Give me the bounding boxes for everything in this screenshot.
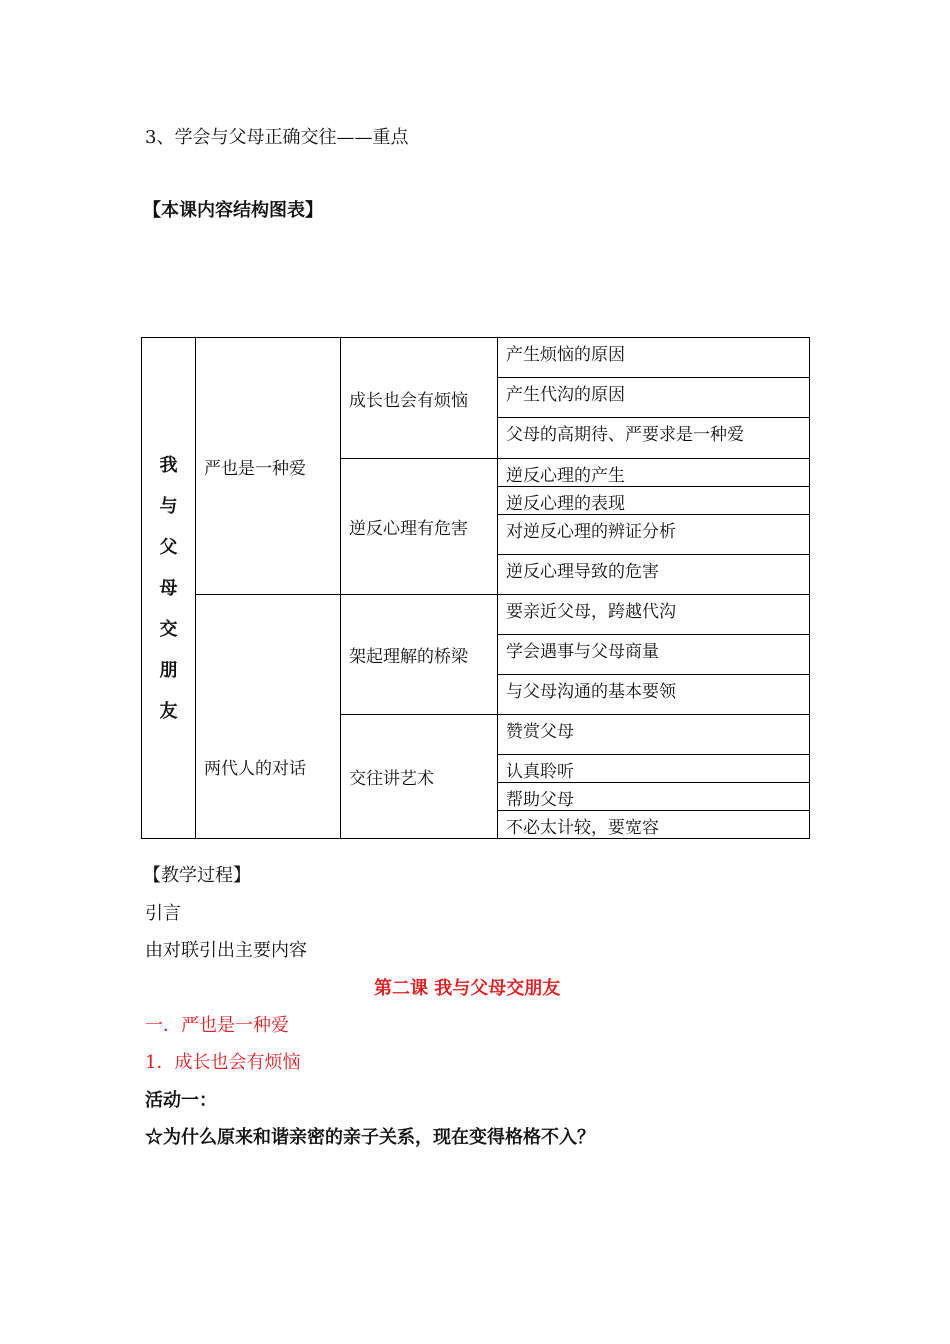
activity-label: 活动一： — [145, 1090, 217, 1111]
intro-label: 引言 — [145, 903, 181, 924]
subsection-cell: 逆反心理有危害 — [341, 459, 498, 595]
root-char: 友 — [159, 700, 178, 722]
key-point-item: 3、学会与父母正确交往——重点 — [145, 127, 409, 148]
leaf-item: 与父母沟通的基本要领 — [498, 675, 810, 715]
leaf-item: 要亲近父母，跨越代沟 — [498, 595, 810, 635]
root-topic-cell — [142, 338, 196, 839]
leaf-item: 赞赏父母 — [498, 715, 810, 755]
leaf-item: 父母的高期待、严要求是一种爱 — [498, 418, 810, 459]
leaf-item: 产生代沟的原因 — [498, 378, 810, 418]
root-char: 我 — [159, 454, 178, 476]
subsection-cell: 架起理解的桥梁 — [341, 595, 498, 715]
leaf-item: 不必太计较，要宽容 — [498, 811, 810, 839]
root-char: 与 — [159, 495, 178, 517]
leaf-item: 帮助父母 — [498, 783, 810, 811]
root-char: 母 — [159, 577, 178, 599]
leaf-item: 认真聆听 — [498, 755, 810, 783]
leaf-item: 逆反心理导致的危害 — [498, 555, 810, 595]
subsection-one-heading: 1．成长也会有烦恼 — [145, 1052, 301, 1073]
section-cell: 两代人的对话 — [196, 595, 341, 839]
root-char: 父 — [159, 536, 178, 558]
leaf-item: 学会遇事与父母商量 — [498, 635, 810, 675]
process-heading: 【教学过程】 — [143, 865, 251, 886]
section-cell: 严也是一种爱 — [196, 338, 341, 595]
root-char: 交 — [159, 618, 178, 640]
leaf-item: 逆反心理的表现 — [498, 487, 810, 515]
activity-question: ☆为什么原来和谐亲密的亲子关系，现在变得格格不入？ — [145, 1127, 595, 1148]
leaf-item: 对逆反心理的辨证分析 — [498, 515, 810, 555]
leaf-item: 产生烦恼的原因 — [498, 338, 810, 378]
intro-text: 由对联引出主要内容 — [145, 940, 307, 961]
subsection-cell: 成长也会有烦恼 — [341, 338, 498, 459]
leaf-item: 逆反心理的产生 — [498, 459, 810, 487]
subsection-cell: 交往讲艺术 — [341, 715, 498, 839]
section-one-heading: 一．严也是一种爱 — [145, 1015, 289, 1036]
lesson-title: 第二课 我与父母交朋友 — [374, 978, 561, 999]
root-char: 朋 — [159, 659, 178, 681]
structure-heading: 【本课内容结构图表】 — [143, 200, 323, 221]
structure-table — [141, 337, 810, 839]
